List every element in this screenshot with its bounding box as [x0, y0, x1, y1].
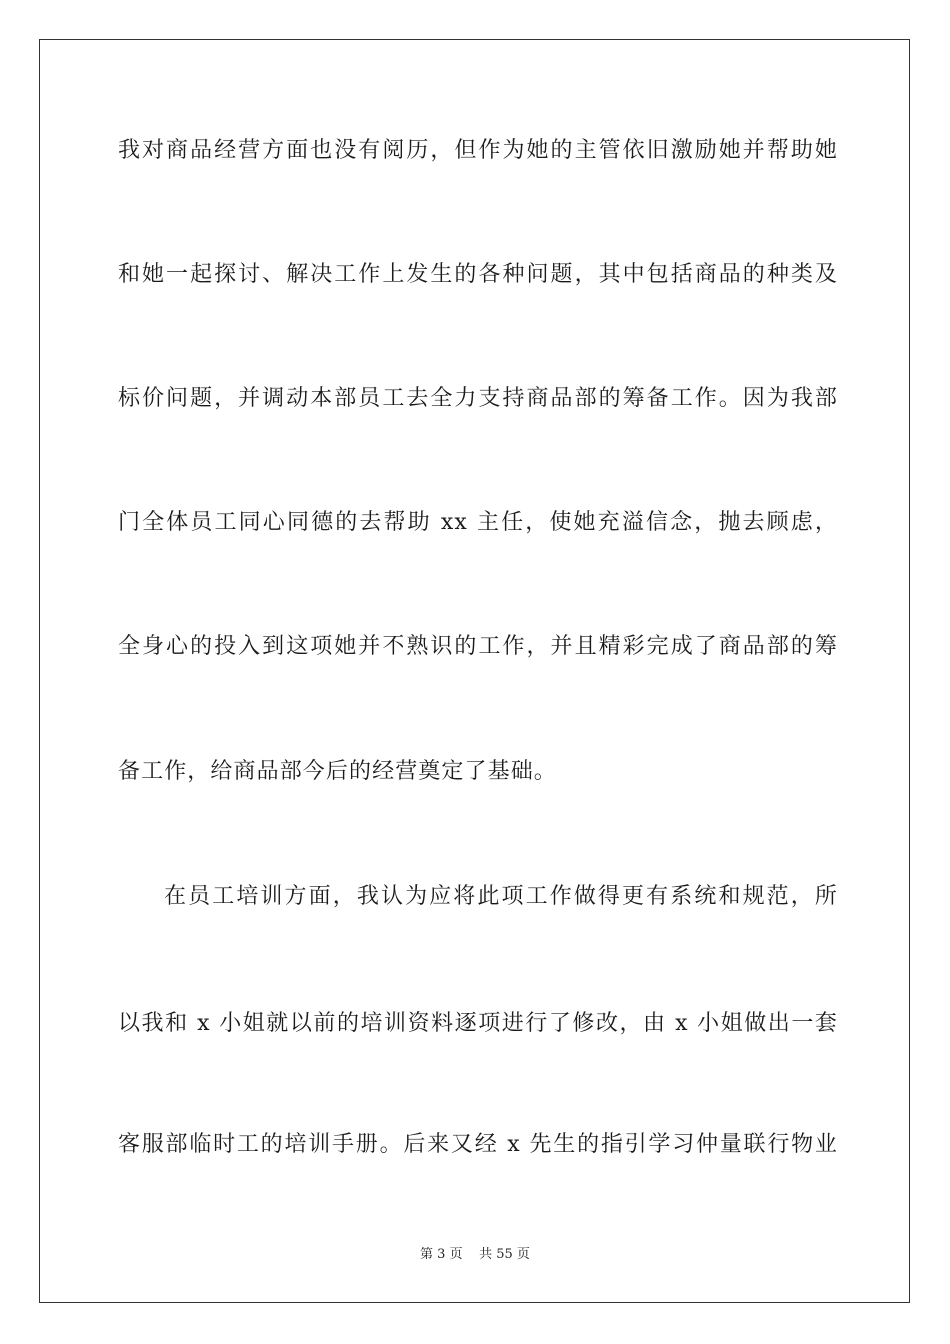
- page-footer: [0, 1246, 950, 1264]
- page-total: 共 55 页: [479, 1247, 530, 1262]
- paragraph-line-5: 全身心的投入到这项她并不熟识的工作，并且精彩完成了商品部的筹: [118, 634, 838, 659]
- paragraph-line-4: 门全体员工同心同德的去帮助 xx 主任，使她充溢信念，抛去顾虑，: [118, 510, 838, 535]
- page-border: [39, 39, 910, 1303]
- paragraph-line-7: 在员工培训方面，我认为应将此项工作做得更有系统和规范，所: [164, 884, 838, 909]
- paragraph-line-8: 以我和 x 小姐就以前的培训资料逐项进行了修改，由 x 小姐做出一套: [118, 1011, 838, 1036]
- paragraph-line-1: 我对商品经营方面也没有阅历，但作为她的主管依旧激励她并帮助她: [118, 138, 838, 163]
- paragraph-line-6: 备工作，给商品部今后的经营奠定了基础。: [118, 759, 557, 784]
- paragraph-line-2: 和她一起探讨、解决工作上发生的各种问题，其中包括商品的种类及: [118, 262, 838, 287]
- paragraph-line-3: 标价问题，并调动本部员工去全力支持商品部的筹备工作。因为我部: [118, 386, 838, 411]
- paragraph-line-9: 客服部临时工的培训手册。后来又经 x 先生的指引学习仲量联行物业: [118, 1132, 838, 1157]
- page-number: 第 3 页: [420, 1247, 463, 1262]
